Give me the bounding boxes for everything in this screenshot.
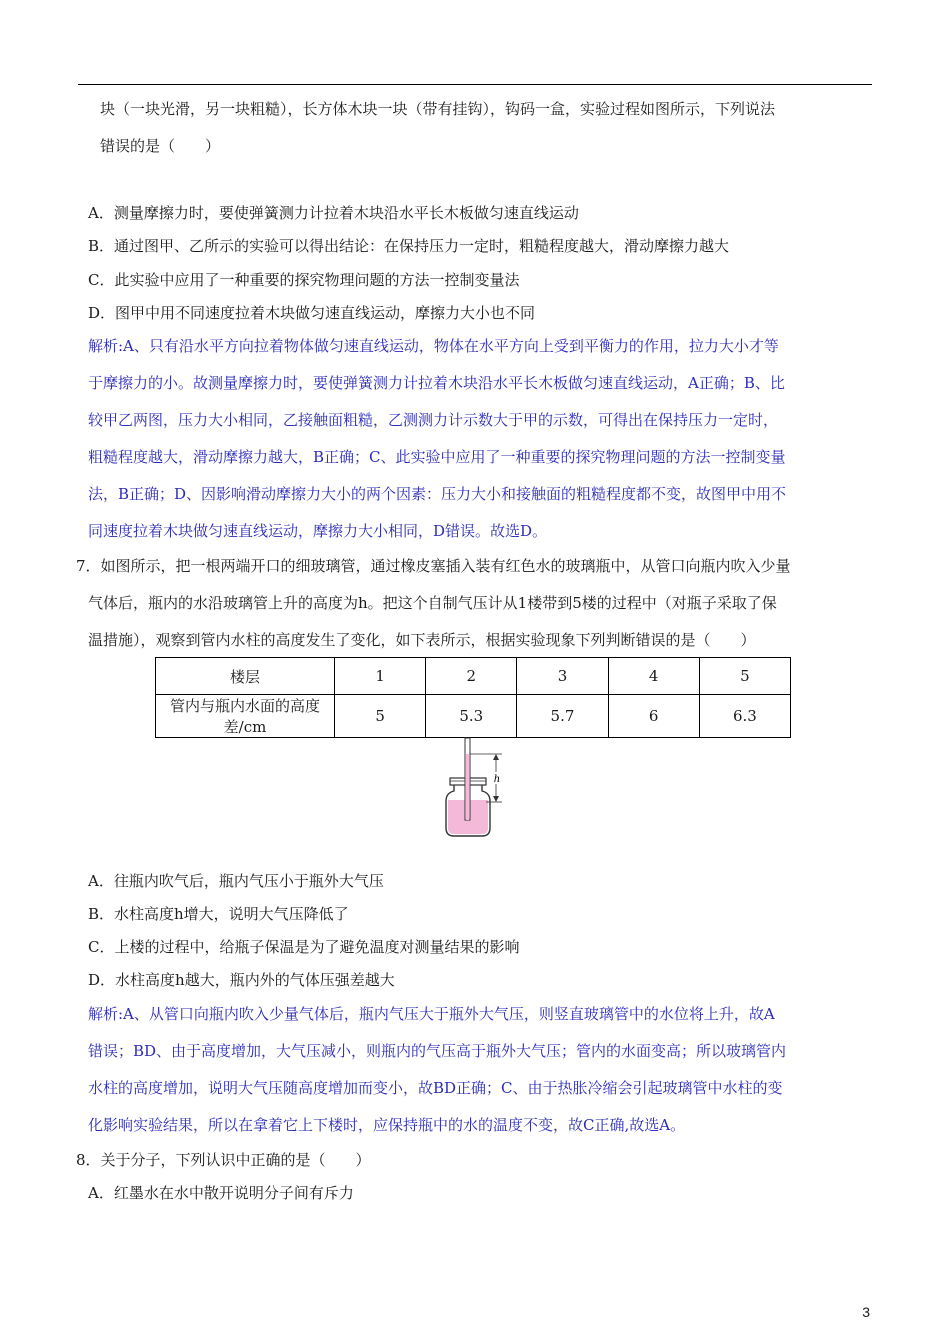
header-rule [78, 84, 872, 85]
q6-analysis-line: 较甲乙两图，压力大小相同，乙接触面粗糙，乙测测力计示数大于甲的示数，可得出在保持压力一定时， [88, 411, 779, 429]
q6-option-c: C．此实验中应用了一种重要的探究物理问题的方法一控制变量法 [88, 271, 520, 289]
table-cell: 5 [699, 658, 790, 695]
q6-analysis-line: 解析:A、只有沿水平方向拉着物体做匀速直线运动，物体在水平方向上受到平衡力的作用，拉力大小才等 [88, 337, 779, 355]
q8-stem: 8．关于分子，下列认识中正确的是（ ） [76, 1151, 371, 1169]
table-cell: 2 [426, 658, 517, 695]
q8-option-a: A．红墨水在水中散开说明分子间有斥力 [88, 1184, 354, 1202]
table-cell: 5.7 [517, 695, 608, 738]
table-cell: 5.3 [426, 695, 517, 738]
table-cell: 5 [335, 695, 426, 738]
table-cell: 4 [608, 658, 699, 695]
floor-height-table [155, 657, 791, 738]
q7-analysis-line: 错误；BD、由于高度增加，大气压减小，则瓶内的气压高于瓶外大气压；管内的水面变高；所以玻璃管内 [88, 1042, 787, 1060]
q6-option-d: D．图甲中用不同速度拉着木块做匀速直线运动，摩擦力大小也不同 [88, 304, 536, 322]
barometer-diagram [436, 736, 516, 838]
q7-analysis-line: 解析:A、从管口向瓶内吹入少量气体后，瓶内气压大于瓶外大气压，则竖直玻璃管中的水位将上升，故A [88, 1005, 775, 1023]
table-header-floor: 楼层 [156, 658, 335, 695]
q7-option-c: C．上楼的过程中，给瓶子保温是为了避免温度对测量结果的影响 [88, 938, 520, 956]
q6-option-a: A．测量摩擦力时，要使弹簧测力计拉着木块沿水平长木板做匀速直线运动 [88, 204, 579, 222]
q7-option-a: A．往瓶内吹气后，瓶内气压小于瓶外大气压 [88, 872, 384, 890]
q6-stem-line-1: 块（一块光滑，另一块粗糙），长方体木块一块（带有挂钩），钩码一盒，实验过程如图所示，下列说法 [100, 100, 776, 118]
table-row-floors [156, 658, 791, 695]
table-cell: 6.3 [699, 695, 790, 738]
h-label: h [493, 774, 501, 785]
table-cell: 6 [608, 695, 699, 738]
q7-stem-line: 温措施），观察到管内水柱的高度发生了变化，如下表所示，根据实验现象下列判断错误的是（ ） [88, 631, 756, 649]
table-header-height: 管内与瓶内水面的高度差/cm [156, 695, 335, 738]
barometer-figure [436, 736, 516, 842]
q7-option-b: B．水柱高度h增大，说明大气压降低了 [88, 905, 349, 923]
q7-stem-line: 7．如图所示，把一根两端开口的细玻璃管，通过橡皮塞插入装有红色水的玻璃瓶中，从管口向瓶内吹入少量 [76, 557, 791, 575]
q6-analysis-line: 粗糙程度越大，滑动摩擦力越大，B正确；C、此实验中应用了一种重要的探究物理问题的方法一控制变量 [88, 448, 786, 466]
tube-water-column [466, 754, 469, 820]
table-cell: 1 [335, 658, 426, 695]
table-cell: 3 [517, 658, 608, 695]
q7-analysis-line: 化影响实验结果，所以在拿着它上下楼时，应保持瓶中的水的温度不变，故C正确,故选A。 [88, 1116, 686, 1134]
table-row-heights [156, 695, 791, 738]
q7-stem-line: 气体后，瓶内的水沿玻璃管上升的高度为h。把这个自制气压计从1楼带到5楼的过程中（对瓶子采取了保 [88, 594, 777, 612]
q6-stem-line-2: 错误的是（ ） [100, 137, 221, 155]
q6-option-b: B．通过图甲、乙所示的实验可以得出结论：在保持压力一定时，粗糙程度越大，滑动摩擦力越大 [88, 237, 730, 255]
q7-analysis-line: 水柱的高度增加，说明大气压随高度增加而变小，故BD正确；C、由于热胀冷缩会引起玻璃管中水柱的变 [88, 1079, 783, 1097]
q6-analysis-line: 法，B正确；D、因影响滑动摩擦力大小的两个因素：压力大小和接触面的粗糙程度都不变，故图甲中用不 [88, 485, 787, 503]
q7-option-d: D．水柱高度h越大，瓶内外的气体压强差越大 [88, 971, 395, 989]
page-number: 3 [862, 1304, 870, 1320]
q6-analysis-line: 同速度拉着木块做匀速直线运动，摩擦力大小相同，D错误。故选D。 [88, 522, 548, 540]
q6-analysis-line: 于摩擦力的小。故测量摩擦力时，要使弹簧测力计拉着木块沿水平长木板做匀速直线运动，A正确；B、比 [88, 374, 785, 392]
